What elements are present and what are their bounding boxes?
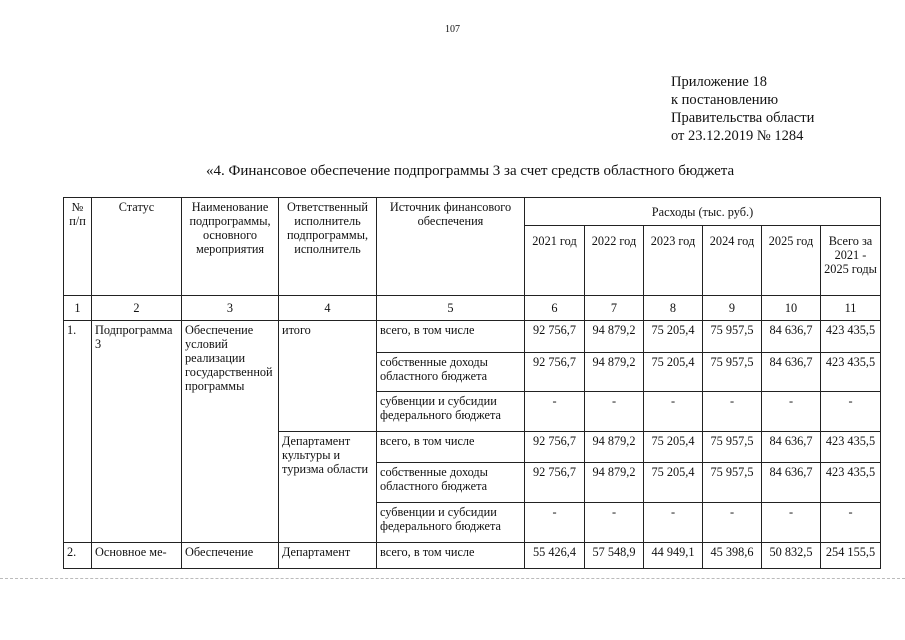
value-2022: 94 879,2: [585, 463, 644, 503]
column-number: 11: [821, 296, 881, 321]
value-2021: 92 756,7: [525, 463, 585, 503]
column-number: 5: [377, 296, 525, 321]
value-2022: 94 879,2: [585, 321, 644, 353]
column-number: 1: [64, 296, 92, 321]
row-executor: Департамент культуры и туризма области: [279, 432, 377, 543]
row-executor: Департамент: [279, 543, 377, 569]
column-number: 9: [703, 296, 762, 321]
value-total: 423 435,5: [821, 321, 881, 353]
column-number: 3: [182, 296, 279, 321]
row-executor: итого: [279, 321, 377, 432]
value-total: 423 435,5: [821, 463, 881, 503]
row-name: Обеспечение: [182, 543, 279, 569]
value-2025: 84 636,7: [762, 432, 821, 463]
column-number: 4: [279, 296, 377, 321]
header-year-2023: 2023 год: [644, 226, 703, 296]
header-num: № п/п: [64, 198, 92, 296]
value-2023: 75 205,4: [644, 432, 703, 463]
row-source: всего, в том числе: [377, 321, 525, 353]
column-number: 10: [762, 296, 821, 321]
value-2024: 45 398,6: [703, 543, 762, 569]
row-source: субвенции и субсидии федерального бюджета: [377, 503, 525, 543]
row-source: собственные доходы областного бюджета: [377, 463, 525, 503]
value-total: 254 155,5: [821, 543, 881, 569]
header-name: Наименование подпрограммы, основного мероприятия: [182, 198, 279, 296]
page-number: 107: [445, 24, 460, 35]
value-2024: 75 957,5: [703, 353, 762, 392]
value-2024: -: [703, 392, 762, 432]
row-status: Подпрограмма 3: [92, 321, 182, 543]
row-num: 1.: [64, 321, 92, 543]
appendix-line: Приложение 18: [671, 74, 767, 90]
row-num: 2.: [64, 543, 92, 569]
header-year-2022: 2022 год: [585, 226, 644, 296]
column-number: 7: [585, 296, 644, 321]
header-executor: Ответственный исполнитель подпрограммы, исполнитель: [279, 198, 377, 296]
row-name: Обеспечение условий реализации государственной программы: [182, 321, 279, 543]
row-source: субвенции и субсидии федерального бюджета: [377, 392, 525, 432]
table-row: [64, 321, 881, 353]
value-total: -: [821, 392, 881, 432]
header-expenses: Расходы (тыс. руб.): [525, 198, 881, 226]
value-2024: 75 957,5: [703, 432, 762, 463]
document-title: «4. Финансовое обеспечение подпрограммы 3 за счет средств областного бюджета: [206, 163, 735, 179]
column-number-row: [64, 296, 881, 321]
header-total: Всего за 2021 - 2025 годы: [821, 226, 881, 296]
value-2025: 50 832,5: [762, 543, 821, 569]
value-2025: -: [762, 392, 821, 432]
table-row: [64, 543, 881, 569]
page-edge-line: [0, 578, 905, 579]
financing-table: [63, 197, 881, 569]
header-year-2025: 2025 год: [762, 226, 821, 296]
value-total: -: [821, 503, 881, 543]
appendix-line: Правительства области: [671, 110, 815, 126]
value-2021: 92 756,7: [525, 353, 585, 392]
header-status: Статус: [92, 198, 182, 296]
header-year-2021: 2021 год: [525, 226, 585, 296]
value-2025: 84 636,7: [762, 463, 821, 503]
header-year-2024: 2024 год: [703, 226, 762, 296]
value-2025: -: [762, 503, 821, 543]
value-2024: 75 957,5: [703, 321, 762, 353]
value-2025: 84 636,7: [762, 321, 821, 353]
appendix-block: [671, 73, 814, 145]
value-2023: 44 949,1: [644, 543, 703, 569]
row-status: Основное ме-: [92, 543, 182, 569]
row-source: всего, в том числе: [377, 432, 525, 463]
value-2022: -: [585, 503, 644, 543]
value-2021: 92 756,7: [525, 321, 585, 353]
value-2024: 75 957,5: [703, 463, 762, 503]
header-row: [64, 198, 881, 226]
row-source: собственные доходы областного бюджета: [377, 353, 525, 392]
value-2021: -: [525, 503, 585, 543]
value-2021: -: [525, 392, 585, 432]
row-source: всего, в том числе: [377, 543, 525, 569]
value-total: 423 435,5: [821, 432, 881, 463]
value-2022: -: [585, 392, 644, 432]
column-number: 6: [525, 296, 585, 321]
value-2023: -: [644, 392, 703, 432]
header-source: Источник финансового обеспечения: [377, 198, 525, 296]
appendix-line: к постановлению: [671, 92, 779, 108]
value-2021: 55 426,4: [525, 543, 585, 569]
value-2023: 75 205,4: [644, 463, 703, 503]
value-total: 423 435,5: [821, 353, 881, 392]
column-number: 8: [644, 296, 703, 321]
value-2023: -: [644, 503, 703, 543]
value-2022: 94 879,2: [585, 353, 644, 392]
value-2023: 75 205,4: [644, 321, 703, 353]
column-number: 2: [92, 296, 182, 321]
value-2022: 57 548,9: [585, 543, 644, 569]
value-2023: 75 205,4: [644, 353, 703, 392]
value-2022: 94 879,2: [585, 432, 644, 463]
value-2025: 84 636,7: [762, 353, 821, 392]
appendix-line: от 23.12.2019 № 1284: [671, 128, 804, 144]
value-2021: 92 756,7: [525, 432, 585, 463]
value-2024: -: [703, 503, 762, 543]
